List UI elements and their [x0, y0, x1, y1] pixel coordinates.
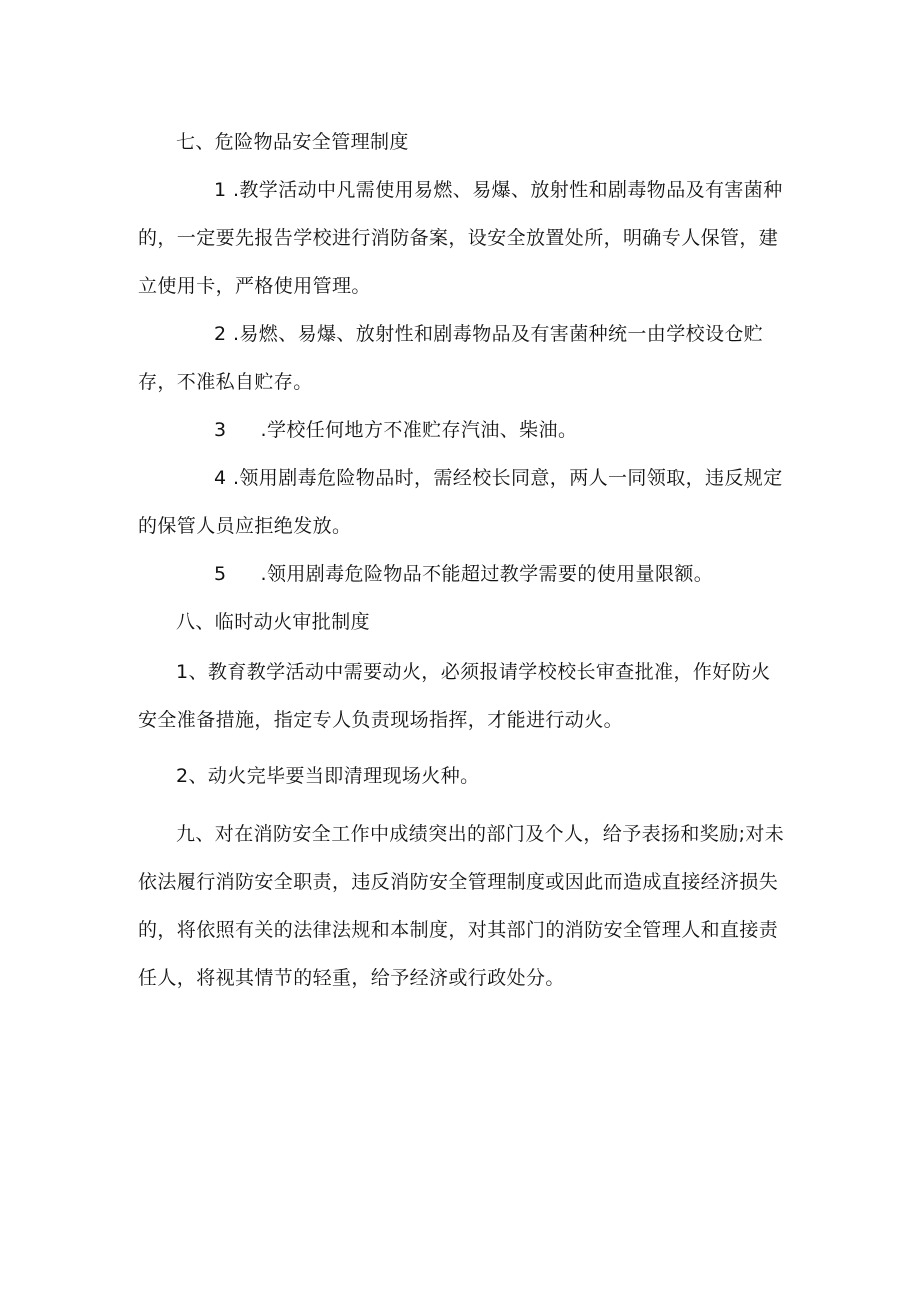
closing-paragraph-9: 九、对在消防安全工作中成绩突出的部门及个人，给予表扬和奖励;对未依法履行消防安全职责，违反消防安全管理制度或因此而造成直接经济损失的，将依照有关的法律法规和本制度，对其部门的消防安全管理人和直接责任人，将视其情节的轻重，给予经济或行政处分。	[138, 823, 785, 989]
item-separator: .	[260, 419, 267, 441]
item-text: 易燃、易爆、放射性和剧毒物品及有害菌种统一由学校设仓贮存，不准私自贮存。	[138, 323, 764, 393]
item-number: 4	[214, 467, 227, 489]
list-item-8-2: 2、动火完毕要当即清理现场火种。	[176, 765, 480, 787]
list-item-7-1	[138, 166, 788, 310]
list-item-7-2	[138, 310, 788, 406]
item-text: 学校任何地方不准贮存汽油、柴油。	[266, 419, 578, 441]
item-text: 领用剧毒危险物品不能超过教学需要的使用量限额。	[266, 563, 714, 585]
section-heading-7: 七、危险物品安全管理制度	[176, 131, 409, 153]
item-separator: .	[226, 467, 240, 489]
item-separator: .	[260, 563, 267, 585]
item-number: 2	[214, 323, 227, 345]
item-separator: .	[226, 179, 240, 201]
item-number: 3	[214, 419, 227, 441]
section-heading-8: 八、临时动火审批制度	[176, 611, 371, 633]
list-item-7-5	[138, 550, 788, 598]
item-number: 1	[214, 179, 227, 201]
item-separator: .	[226, 323, 240, 345]
list-item-8-1: 1、教育教学活动中需要动火，必须报请学校校长审查批准，作好防火安全准备措施，指定专人负责现场指挥，才能进行动火。	[138, 661, 771, 731]
list-item-7-3	[138, 406, 788, 454]
item-text: 领用剧毒危险物品时，需经校长同意，两人一同领取，违反规定的保管人员应拒绝发放。	[138, 467, 783, 537]
item-text: 教学活动中凡需使用易燃、易爆、放射性和剧毒物品及有害菌种的，一定要先报告学校进行消防备案，设安全放置处所，明确专人保管，建立使用卡，严格使用管理。	[138, 179, 783, 297]
list-item-7-4	[138, 454, 788, 550]
item-number: 5	[214, 563, 227, 585]
